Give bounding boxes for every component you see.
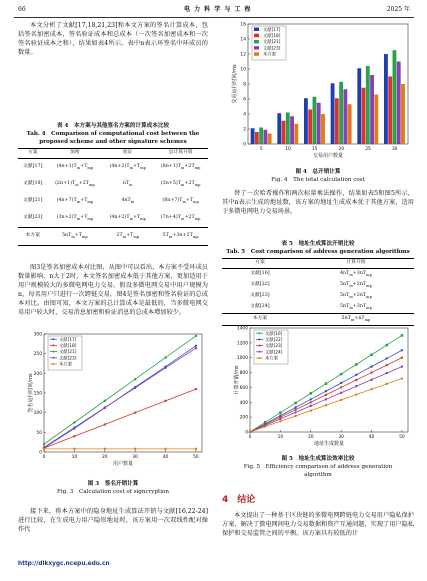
table-cell: $(3n+2)T_m+T_{mp}$ [56,215,94,222]
data-point [43,448,45,450]
data-point [73,421,75,423]
x-tick-label: 20 [338,147,345,152]
data-point [134,411,136,413]
figure-3-caption [18,480,208,496]
bar [393,50,397,144]
section-title: 4 结论 [222,495,256,505]
table-cell: 本方案 [25,233,40,239]
table-cell: 文献[23] [23,215,43,221]
data-point [310,405,312,407]
left-text-3 [18,508,208,535]
paragraph: 替了一次哈希操作和两次标量乘法操作，结果如表5和图5所示，其中n表示生成的地址数，该方案的地址生成成本优于其他方案，适用于多微电网电力交易场景。 [222,190,414,215]
data-point [340,373,343,376]
legend-label: 文献[22] [265,338,283,343]
data-point [370,379,372,381]
x-tick-label: 10 [71,455,78,460]
table-cell: $4nT_m+3nT_{mp}$ [340,271,372,278]
bar [331,83,335,144]
data-point [325,390,327,392]
table-caption-en-2: proposed scheme and other signature schemes [39,139,187,146]
y-tick-label: 150 [33,391,42,397]
data-point [386,357,388,359]
y-tick-label: 100 [33,411,42,417]
y-axis-label: 签名运行时间/ms [28,373,34,413]
paragraph: 图3是签名加密成本对比图，从图中可以看出，本方案不受环成员数量影响，n大于2时，本文签名加密成本低于其他方案，更加适用于用户规模较大的多微电网电力交易。假设多微电网交易中用户规模为n，每名用户只进行一次跨链交易，图4是签名加密和签名验证的总成本对比。由图可知，本文方案的总计算成本是最低的，当多微电网交易用户较大时，交易消息加密和验证消息的总成本增加较少。 [18,264,208,316]
y-tick-label: 4 [243,112,246,118]
y-tick-label: 16 [240,22,246,28]
data-point [249,431,251,433]
table-cell: $2T_m+T_{mp}$ [116,233,140,240]
bar [294,124,298,144]
table-cell: $(3n+5)T_m+2T_{mp}$ [160,181,201,188]
y-tick-label: 1000 [236,356,248,362]
x-tick-label: 0 [248,435,252,440]
legend-label: 本方案 [263,52,276,58]
data-point [294,411,296,413]
bar [308,110,312,145]
data-point [370,365,372,367]
data-point [104,448,106,450]
bar [313,97,317,144]
x-tick-label: 30 [132,455,138,460]
data-point [134,378,136,380]
data-point [370,371,372,373]
table-cell: $5nT_m+nT_{mp}$ [341,316,371,323]
y-tick-label: 400 [239,400,248,406]
x-tick-label: 10 [285,147,291,152]
data-point [309,392,312,395]
x-tick-label: 20 [307,435,314,440]
legend-marker [53,338,55,340]
paragraph: 接下来，将本方案中的隐身地址生成算法开销与文献[16,22-24]进行比较，在生成电力用户隐形地址时，该方案用一次双线性配对操作代 [18,508,208,533]
data-point [134,387,136,389]
table-caption-en: Tab. 5 Cost comparison of address generation algorithms [226,249,410,256]
legend-label: 文献[17] [263,27,281,33]
y-tick-label: 1200 [236,341,248,347]
legend-label: 文献[16] [265,331,283,337]
table-cell: 文献[21] [23,198,43,204]
x-tick-label: 10 [277,435,284,440]
table-cell: $(7n+4)T_m+2T_{mp}$ [160,215,201,222]
bar [317,103,321,144]
data-point [355,379,357,381]
table-cell: $(4n+7)T_m+T_{mp}$ [56,198,94,205]
journal-name: 电 力 科 学 与 工 程 [184,6,252,13]
data-point [340,382,342,384]
table-cell: $(8n+1)T_m+2T_{mp}$ [160,164,201,171]
legend-marker [53,351,55,353]
data-point [401,349,403,351]
table-cell: $(2n+1)T_m+2T_{mp}$ [55,181,95,188]
legend-label: 文献[21] [263,40,281,46]
bar [362,88,366,144]
data-point [279,418,281,420]
figure-caption-en-2: algorithm [304,472,332,479]
table-row [222,280,414,291]
data-point [355,363,358,366]
data-point [325,382,328,385]
data-point [164,356,166,358]
y-tick-label: 800 [239,371,248,377]
table-header-cell: 验证 [102,149,153,159]
bar [370,75,374,144]
y-tick-label: 0 [245,430,248,436]
year: 2025 年 [386,6,410,13]
legend-swatch [254,40,259,44]
data-point [370,388,372,390]
y-tick-label: 250 [33,352,42,358]
legend-label: 本方案 [265,356,278,362]
y-tick-label: 600 [239,385,248,391]
table-row [18,193,208,210]
y-tick-label: 200 [239,415,248,421]
legend-swatch [254,28,259,32]
data-point [195,347,197,349]
paragraph: 本文分析了文献[17,18,21,23]和本文方案的签名计算成本，包括签名加密成本，签名验证成本和总成本（一次签名加密成本和一次签名验证成本之和），结果如表4所示。表中n表示环签名中环成员的数量。 [18,22,208,56]
table-cell: $4nT_m$ [121,198,135,205]
legend-swatch [254,52,259,56]
table-header-cell: 计算开销 [298,259,414,269]
legend-marker [53,363,55,365]
legend-label: 文献[24] [265,350,283,356]
legend-swatch [254,34,259,38]
legend-label: 文献[18] [263,34,281,39]
data-point [370,353,373,356]
page-header [14,0,414,18]
x-tick-label: 40 [368,435,375,440]
table-header-cell: 方案 [18,149,47,159]
y-tick-label: 50 [36,430,42,436]
legend-label: 文献[17] [59,337,77,343]
right-text-2 [222,512,414,539]
data-point [386,383,388,385]
x-axis-label: 用户数量 [112,461,134,467]
x-tick-label: 30 [338,435,344,440]
figure-4-chart [224,20,414,168]
table-cell: $(8n+7)T_m+T_{mp}$ [162,198,199,205]
cost-table-4 [18,148,208,246]
data-point [164,448,166,450]
table-caption-cn: 表 4 本方案与其他签名方案的计算成本比较 [56,123,170,129]
bar [388,77,392,145]
figure-caption-en: Fig. 3 Calculation cost of signcryption [56,489,170,496]
bar [357,68,361,144]
table-cell: $5nT_m+2nT_{mp}$ [340,293,372,300]
figure-caption-en: Fig. 5 Efficiency comparison of address generation [243,464,393,471]
data-point [340,386,342,388]
x-tick-label: 50 [193,455,199,460]
bar [397,62,401,145]
table-row [18,210,208,228]
journal-url[interactable]: http://dlkxygc.ncepu.edu.cn [18,561,110,567]
bar [335,98,339,144]
data-point [104,423,106,425]
x-tick-label: 25 [365,147,371,152]
legend-marker [259,332,261,334]
legend-swatch [254,46,259,50]
bar [401,84,405,144]
x-tick-label: 50 [399,435,405,440]
figure-caption-cn: 图 4 总开销计算 [295,169,341,175]
bar [348,104,352,144]
table-row [222,269,414,281]
table-header-cell: 方案 [222,259,298,269]
right-text-1 [222,190,414,217]
data-point [401,334,404,337]
cost-table-5 [222,258,414,326]
table-cell: 文献[16] [250,271,270,277]
data-point [310,409,312,411]
y-tick-label: 12 [240,52,246,58]
data-point [195,448,197,450]
data-point [401,365,403,367]
section-heading [222,494,414,507]
table-caption-cn: 表 5 地址生成算法开销比较 [281,241,355,247]
table-4 [18,122,208,246]
table-cell: $5nT_m+2nT_{mp}$ [340,282,372,289]
figure-3-chart [20,330,208,478]
y-tick-label: 8 [243,82,246,88]
bar [366,66,370,144]
table-cell: 文献[23] [250,293,270,299]
y-tick-label: 300 [33,332,42,338]
data-point [355,393,357,395]
data-point [73,448,75,450]
figure-caption-cn: 图 3 签名开销计算 [87,481,139,487]
data-point [294,409,296,411]
y-axis-label: 计算开销/ms [234,365,240,395]
table-cell: 本方案 [252,316,268,322]
table-5 [222,240,414,326]
data-point [386,364,388,366]
table-row [18,176,208,193]
table-cell: $(4n+2)T_m+T_{mp}$ [109,164,146,171]
figure-caption-cn: 图 5 地址生成算法效率比较 [281,456,355,462]
data-point [340,399,342,401]
x-axis-label: 交易用户数量 [312,153,344,159]
x-tick-label: 15 [311,147,318,152]
data-point [355,374,357,376]
legend-marker [259,357,261,359]
table-cell: $5T_m+3n+2T_{mp}$ [162,233,199,240]
bar [290,116,294,144]
page-number: 66 [18,6,26,13]
data-point [310,398,312,400]
x-axis-label: 地址生成数量 [313,441,345,447]
table-cell: $5nT_m+3nT_{mp}$ [340,304,372,311]
table-cell: 文献[24] [250,304,270,310]
paragraph: 本文提出了一种基于区块链的多微电网跨链电力交易用户隐私保护方案，解决了微电网间电力交易数据和资产互通问题，实现了用户隐私保护和交易监管之间的平衡。该方案具有较低的计 [222,512,414,537]
table-header-cell: 加密 [47,149,102,159]
table-header-cell: 总计算开销 [153,149,208,159]
y-tick-label: 14 [240,37,246,43]
legend-label: 本方案 [59,362,72,368]
bar [321,114,325,144]
table-cell: 文献[22] [250,282,270,288]
data-point [73,426,75,428]
figure-5-chart [224,324,414,454]
figure-caption-en: Fig. 4 The total calculation cost [271,177,365,184]
legend-label: 文献[23] [265,344,283,350]
legend-label: 文献[21] [59,350,77,356]
data-point [294,406,296,408]
table-row [18,228,208,246]
data-point [310,401,312,403]
data-point [294,402,297,405]
data-point [134,448,136,450]
data-point [104,406,106,408]
bar [286,113,290,145]
data-point [386,372,388,374]
data-point [401,357,403,359]
y-tick-label: 200 [33,371,42,377]
table-cell: 文献[18] [23,181,43,187]
y-axis-label: 交易运行时间/ms [232,64,238,104]
table-cell: $5nT_m+T_{mp}$ [61,233,88,240]
table-cell: $(4n+1)T_m+T_{mp}$ [56,164,94,171]
legend-label: 文献[18] [59,344,77,349]
y-tick-label: 6 [243,97,246,103]
data-point [279,411,282,414]
bar [277,113,281,144]
table-row [222,302,414,314]
data-point [279,420,281,422]
bar [304,98,308,144]
legend-marker [53,344,55,346]
data-point [325,398,327,400]
left-column [18,22,208,58]
legend-label: 文献[23] [59,356,77,362]
bar [251,128,255,144]
table-cell: 文献[17] [23,164,43,170]
bar [384,54,388,144]
data-point [325,404,327,406]
legend-label: 文献[23] [263,46,281,52]
data-point [294,415,296,417]
data-point [195,388,197,390]
bar [282,121,286,144]
legend-marker [53,357,55,359]
figure-4-caption [222,168,414,184]
y-tick-label: 0 [39,450,42,456]
bar [374,95,378,145]
x-tick-label: 40 [162,455,169,460]
data-point [73,435,75,437]
bar [255,132,259,144]
x-tick-label: 0 [42,455,46,460]
table-caption-en: Tab. 4 Comparison of computational cost between the [26,131,200,138]
bar [259,128,263,145]
table-row [18,159,208,177]
y-tick-label: 1400 [236,326,248,332]
bar [343,89,347,144]
data-point [264,425,266,427]
y-tick-label: 10 [240,67,246,73]
data-point [164,400,166,402]
data-point [355,385,357,387]
data-point [325,394,327,396]
x-tick-label: 20 [101,455,108,460]
table-row [222,291,414,302]
data-point [195,345,197,347]
table-cell: $(4n+2)T_m+T_{mp}$ [109,215,146,222]
bar [268,134,272,145]
bar [339,82,343,144]
x-tick-label: 30 [391,147,398,152]
bar [263,130,267,144]
data-point [195,335,197,337]
data-point [340,392,342,394]
data-point [104,400,106,402]
data-point [164,367,166,369]
data-point [43,443,45,445]
legend-marker [259,338,261,340]
data-point [401,377,403,379]
legend-marker [259,345,261,347]
table-cell: $nT_m$ [122,181,133,188]
left-text-2 [18,264,208,318]
figure-5-caption [222,455,414,479]
y-tick-label: 0 [243,142,246,148]
data-point [385,344,388,347]
y-tick-label: 2 [243,127,246,133]
legend-marker [259,351,261,353]
x-tick-label: 5 [259,147,263,152]
